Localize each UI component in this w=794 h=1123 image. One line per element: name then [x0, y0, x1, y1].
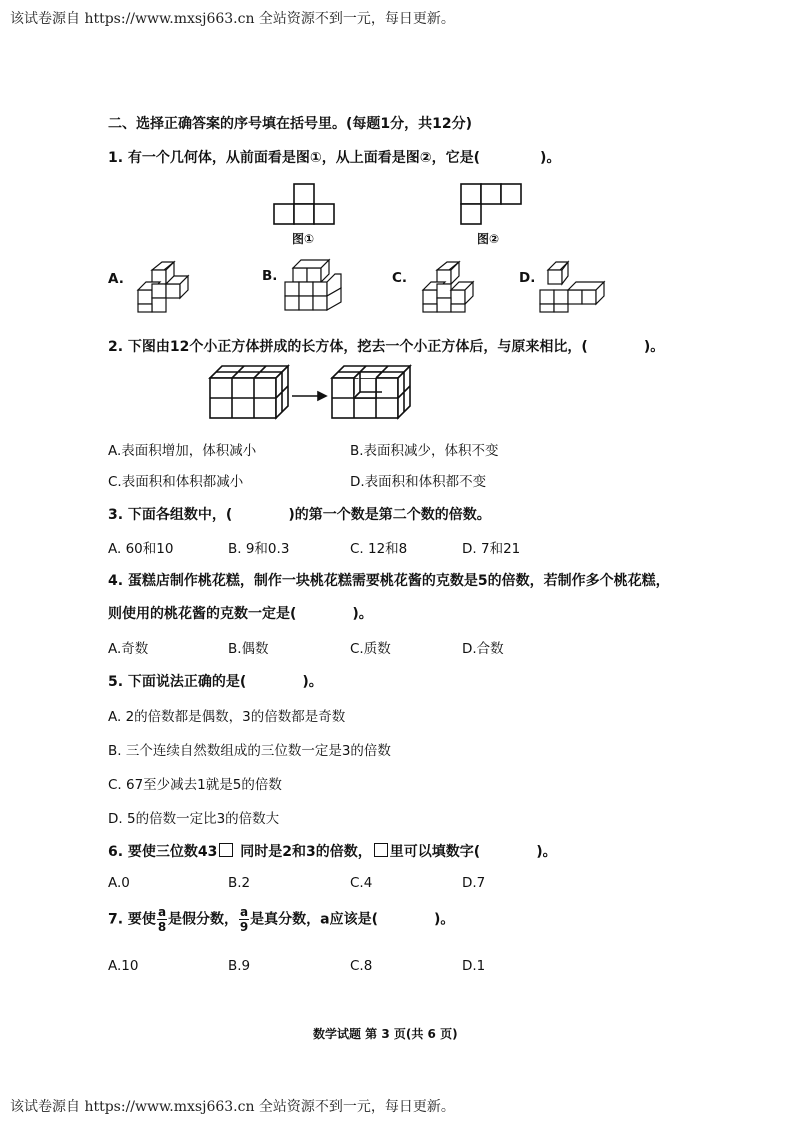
original-cuboid — [210, 366, 288, 418]
option-d[interactable]: D.1 — [462, 958, 486, 974]
option-a[interactable]: A.表面积增加，体积减小 — [108, 443, 257, 459]
option-c[interactable]: C.质数 — [350, 641, 391, 657]
question-3-text-end: )的第一个数是第二个数的倍数。 — [288, 507, 491, 523]
option-c[interactable]: C. — [392, 270, 408, 286]
question-7-text: 7. 要使 — [108, 911, 156, 928]
option-b[interactable]: B.表面积减少，体积不变 — [350, 443, 499, 459]
option-d[interactable]: D.合数 — [462, 641, 504, 657]
option-a[interactable]: A.0 — [108, 875, 130, 891]
option-a-cubes — [138, 262, 188, 312]
question-7 — [108, 906, 454, 933]
question-2-text: 2. 下图由12个小正方体拼成的长方体，挖去一个小正方体后，与原来相比，( — [108, 339, 588, 355]
page-footer: 数学试题 第 3 页(共 6 页) — [313, 1027, 458, 1041]
option-d[interactable]: D. 7和21 — [462, 541, 521, 557]
option-b[interactable]: B. 三个连续自然数组成的三位数一定是3的倍数 — [108, 743, 391, 759]
option-c[interactable]: C.4 — [350, 875, 373, 891]
source-banner-top: 该试卷源自 https://www.mxsj663.cn 全站资源不到一元，每日更新。 — [10, 11, 455, 27]
question-2-figures — [210, 366, 410, 418]
option-b[interactable]: B.偶数 — [228, 641, 269, 657]
option-b[interactable]: B.9 — [228, 958, 251, 974]
question-7-text-mid2: 是真分数，a应该是( — [250, 911, 379, 928]
figure-1-label: 图① — [292, 232, 315, 246]
option-a[interactable]: A.奇数 — [108, 641, 149, 657]
fraction-a-over-8: $\frac{a}{8}$ — [157, 905, 167, 934]
question-3-text: 3. 下面各组数中，( — [108, 507, 233, 523]
option-d[interactable]: D. — [519, 270, 536, 286]
question-4-text-end: )。 — [352, 606, 373, 622]
question-5 — [108, 671, 323, 691]
option-b[interactable]: B.2 — [228, 875, 251, 891]
option-c[interactable]: C.8 — [350, 958, 373, 974]
question-6-text-mid: 同时是2和3的倍数， — [240, 844, 372, 860]
option-c[interactable]: C. 12和8 — [350, 541, 408, 557]
option-c[interactable]: C. 67至少减去1就是5的倍数 — [108, 777, 282, 793]
question-7-text-end: )。 — [434, 911, 455, 928]
option-b-cubes — [285, 260, 341, 310]
front-view-figure — [274, 184, 334, 224]
option-d-cubes — [540, 262, 604, 312]
question-1-text-end: )。 — [540, 150, 561, 166]
option-c-cubes — [423, 262, 473, 312]
question-3 — [108, 504, 491, 524]
top-view-figure — [461, 184, 521, 224]
option-b[interactable]: B. 9和0.3 — [228, 541, 290, 557]
question-5-text-end: )。 — [302, 674, 323, 690]
blank-box-icon — [374, 843, 388, 857]
transform-arrow — [292, 392, 326, 400]
fraction-a-over-9: $\frac{a}{9}$ — [239, 905, 249, 934]
question-2-text-end: )。 — [643, 339, 665, 355]
option-c[interactable]: C.表面积和体积都减小 — [108, 474, 244, 490]
blank-box-icon — [219, 843, 233, 857]
option-d[interactable]: D. 5的倍数一定比3的倍数大 — [108, 811, 280, 827]
source-banner-bottom: 该试卷源自 https://www.mxsj663.cn 全站资源不到一元，每日更新。 — [10, 1099, 455, 1115]
question-7-text-mid: 是假分数， — [168, 911, 239, 928]
question-4-line-2 — [108, 603, 373, 623]
option-a[interactable]: A. 60和10 — [108, 541, 174, 557]
question-6 — [108, 841, 557, 861]
question-4-text: 则使用的桃花酱的克数一定是( — [108, 606, 297, 622]
question-6-text-mid2: 里可以填数字( — [389, 844, 481, 860]
option-d[interactable]: D.7 — [462, 875, 486, 891]
question-6-text: 6. 要使三位数43 — [108, 844, 218, 860]
option-a[interactable]: A. 2的倍数都是偶数，3的倍数都是奇数 — [108, 709, 346, 725]
question-6-text-end: )。 — [536, 844, 557, 860]
question-2 — [108, 336, 664, 356]
cuboid-with-cube-removed — [332, 366, 410, 418]
option-b[interactable]: B. — [262, 268, 278, 284]
question-4-line-1: 4. 蛋糕店制作桃花糕，制作一块桃花糕需要桃花酱的克数是5的倍数，若制作多个桃花糕， — [108, 573, 670, 589]
figure-2-label: 图② — [477, 232, 500, 246]
option-d[interactable]: D.表面积和体积都不变 — [350, 474, 487, 490]
option-a[interactable]: A.10 — [108, 958, 139, 974]
option-a[interactable]: A. — [108, 271, 124, 287]
section-title: 二、选择正确答案的序号填在括号里。(每题1分，共12分) — [108, 116, 473, 132]
question-5-text: 5. 下面说法正确的是( — [108, 674, 247, 690]
question-1-text: 1. 有一个几何体，从前面看是图①，从上面看是图②，它是( — [108, 150, 481, 166]
